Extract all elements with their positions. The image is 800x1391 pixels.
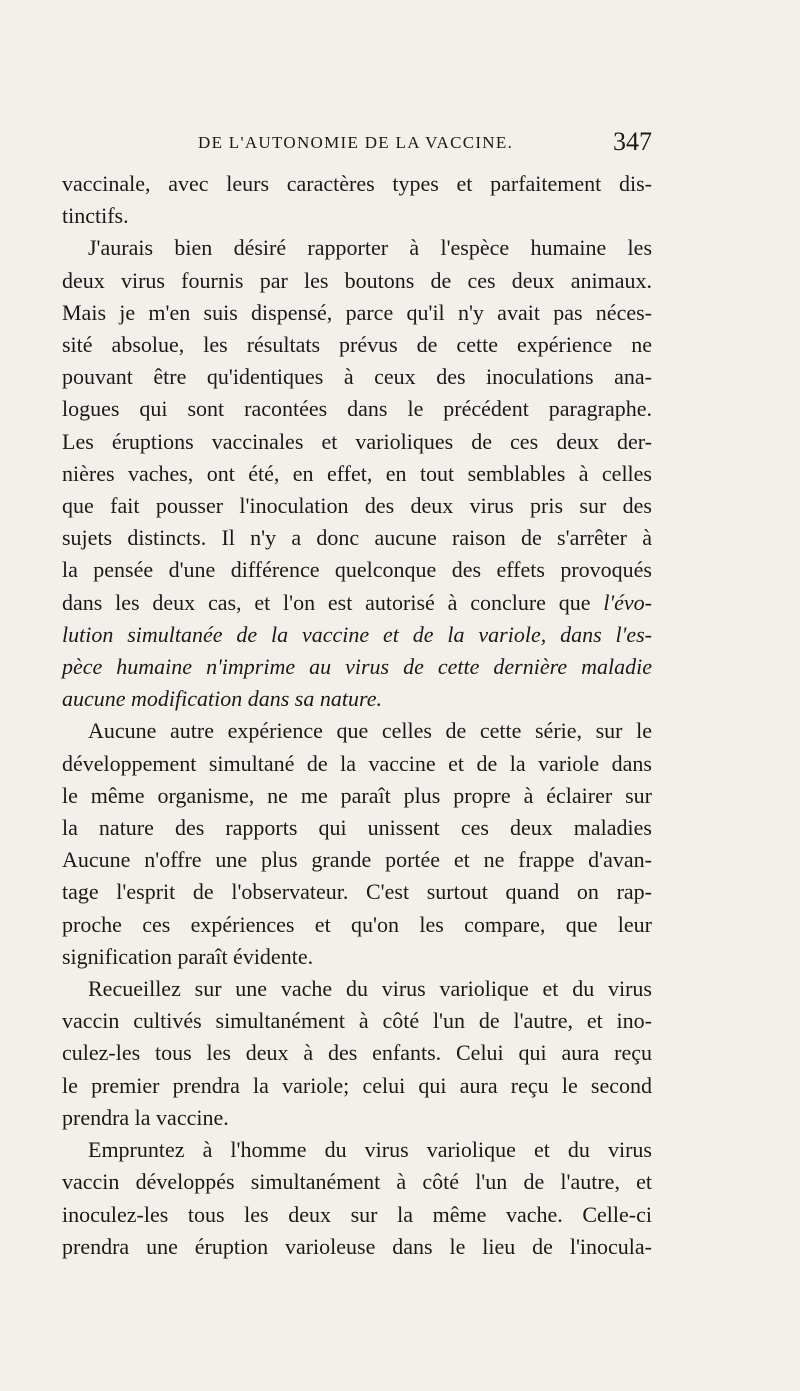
text-line: Recueillez sur une vache du virus variolique et du virus xyxy=(88,976,652,1002)
italic-segment: pèce humaine n'imprime au virus de cette dernière maladie xyxy=(62,654,652,680)
text-line: signification paraît évidente. xyxy=(62,943,314,969)
text-line: vaccinale, avec leurs caractères types et parfaitement dis- xyxy=(62,171,652,196)
text-line: vaccin cultivés simultanément à côté l'un de l'autre, et ino- xyxy=(62,1008,652,1034)
text-line: Mais je m'en suis dispensé, parce qu'il n'y avait pas néces- xyxy=(62,299,652,325)
text-line: Les éruptions vaccinales et varioliques de ces deux der- xyxy=(62,428,652,454)
text-line: J'aurais bien désiré rapporter à l'espèce humaine les xyxy=(88,235,652,261)
italic-segment: l'évo- xyxy=(603,589,652,615)
text-line: le même organisme, ne me paraît plus propre à éclairer sur xyxy=(62,782,652,808)
text-line: Empruntez à l'homme du virus variolique et du virus xyxy=(88,1137,652,1163)
text-line: tinctifs. xyxy=(62,203,129,229)
text-line: logues qui sont racontées dans le précédent paragraphe. xyxy=(62,396,652,422)
text-line: sité absolue, les résultats prévus de cette expérience ne xyxy=(62,332,652,358)
text-line: nières vaches, ont été, en effet, en tout semblables à celles xyxy=(62,460,652,486)
text-line: pouvant être qu'identiques à ceux des inoculations ana- xyxy=(62,364,652,390)
text-line: le premier prendra la variole; celui qui aura reçu le second xyxy=(62,1072,652,1098)
text-line-italic xyxy=(62,683,652,715)
text-line: culez-les tous les deux à des enfants. Celui qui aura reçu xyxy=(62,1040,652,1066)
text-line-italic xyxy=(62,619,652,651)
running-head: DE L'AUTONOMIE DE LA VACCINE. xyxy=(198,133,514,152)
body-text xyxy=(62,168,652,1263)
page-number: 347 xyxy=(613,127,652,156)
text-line: la pensée d'une différence quelconque des effets provoqués xyxy=(62,557,652,583)
text-line: Aucune n'offre une plus grande portée et ne frappe d'avan- xyxy=(62,847,652,873)
text-line: proche ces expériences et qu'on les compare, que leur xyxy=(62,911,652,937)
text-line: inoculez-les tous les deux sur la même vache. Celle-ci xyxy=(62,1201,652,1227)
page-header xyxy=(62,127,652,161)
text-line: tage l'esprit de l'observateur. C'est surtout quand on rap- xyxy=(62,879,652,905)
text-line: deux virus fournis par les boutons de ces deux animaux. xyxy=(62,267,652,293)
italic-segment: lution simultanée de la vaccine et de la variole, dans l'es- xyxy=(62,621,652,647)
text-line xyxy=(62,587,652,619)
text-line-italic xyxy=(62,651,652,683)
text-line: prendra une éruption varioleuse dans le lieu de l'inocula- xyxy=(62,1233,652,1259)
text-line: développement simultané de la vaccine et de la variole dans xyxy=(62,750,652,776)
text-line: que fait pousser l'inoculation des deux virus pris sur des xyxy=(62,493,652,519)
italic-segment: aucune modification dans sa nature. xyxy=(62,686,382,712)
text-segment: dans les deux cas, et l'on est autorisé à conclure que xyxy=(62,589,604,615)
text-line: la nature des rapports qui unissent ces deux maladies xyxy=(62,815,652,841)
text-line: sujets distincts. Il n'y a donc aucune raison de s'arrêter à xyxy=(62,525,652,551)
text-line: vaccin développés simultanément à côté l'un de l'autre, et xyxy=(62,1169,652,1195)
text-line: prendra la vaccine. xyxy=(62,1104,229,1130)
text-line: Aucune autre expérience que celles de cette série, sur le xyxy=(88,718,652,744)
